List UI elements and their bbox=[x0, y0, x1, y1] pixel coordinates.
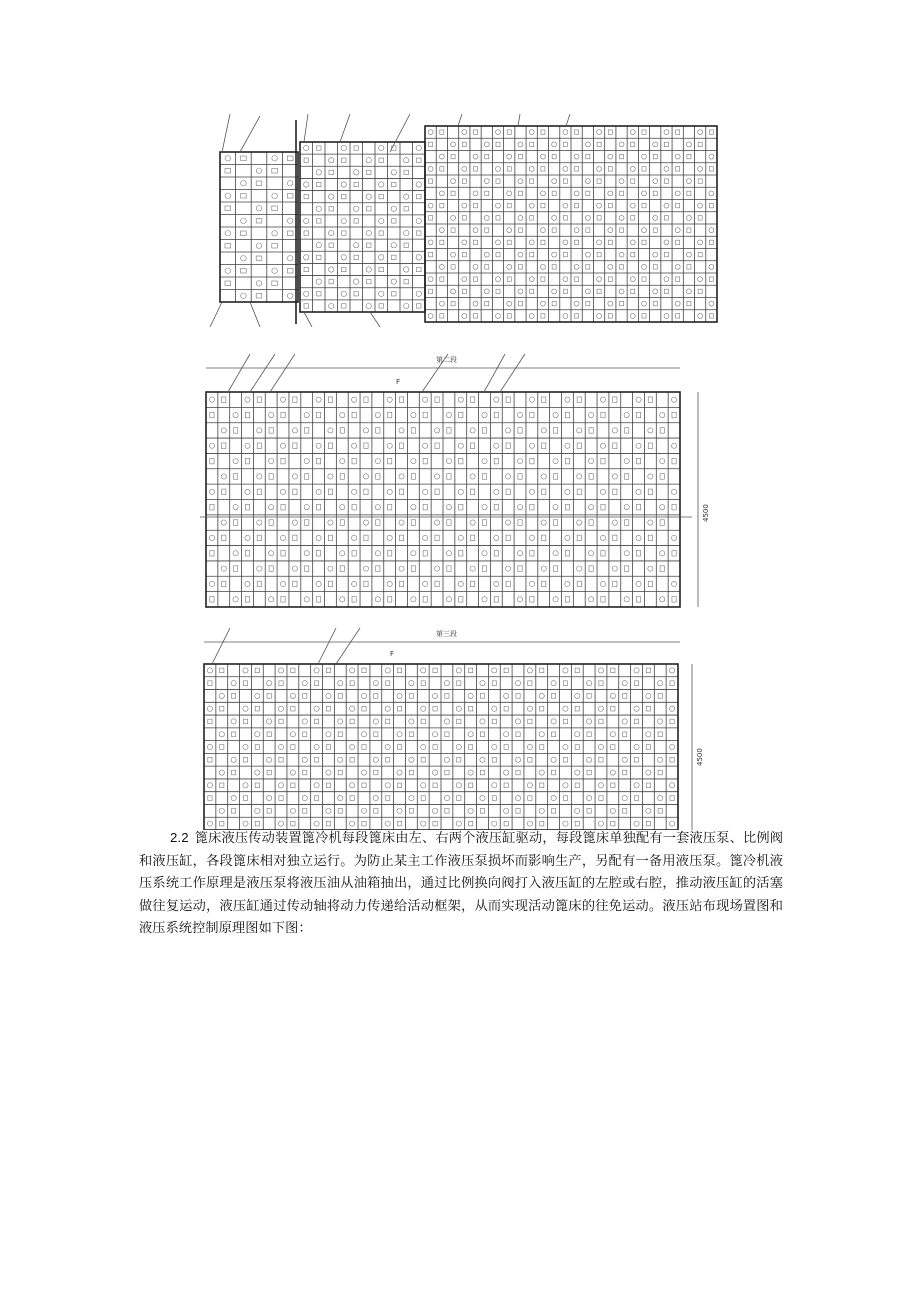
grate-section-left bbox=[220, 152, 298, 302]
leader-line bbox=[240, 116, 260, 152]
leader-line bbox=[228, 354, 250, 392]
dimension-label-top: 第二段 bbox=[436, 356, 457, 364]
dimension-label-side: 4500 bbox=[696, 748, 704, 766]
leader-line bbox=[210, 302, 222, 327]
dimension-label-side: 4500 bbox=[702, 504, 710, 522]
leader-line bbox=[270, 354, 295, 392]
leader-line bbox=[250, 302, 260, 327]
section-paragraph bbox=[139, 827, 783, 941]
section-mark-label: F bbox=[396, 378, 401, 386]
leader-line bbox=[336, 628, 360, 664]
section-body bbox=[139, 827, 783, 941]
leader-line bbox=[318, 628, 336, 664]
leader-line bbox=[304, 114, 308, 142]
grate-section-middle bbox=[300, 142, 425, 312]
section-number: 2.2 bbox=[170, 830, 189, 845]
grate-section-right bbox=[425, 126, 717, 322]
section-text: 篦床液压传动装置篦冷机每段篦床由左、右两个液压缸驱动，每段篦床单独配有一套液压泵、比例阀和液压缸，各段篦床相对独立运行。为防止某主工作液压泵损坏而影响生产，另配有一备用液压泵。篦冷机液压系统工作原理是液压泵将液压油从油箱抽出，通过比例换向阀打入液压缸的左腔或右腔，推动液压缸的活塞做往复运动，液压缸通过传动轴将动力传递给活动框架，从而实现活动篦床的往免运动。液压站布现场置图和液压系统控制原理图如下图： bbox=[139, 831, 783, 936]
leader-line bbox=[370, 312, 380, 327]
grate-section-third bbox=[204, 664, 678, 830]
grate-section-second bbox=[206, 392, 680, 607]
grate-plan-drawing-3 bbox=[200, 626, 720, 830]
grate-plan-drawing-2 bbox=[200, 352, 720, 610]
leader-line bbox=[222, 114, 230, 152]
leader-line bbox=[484, 354, 505, 392]
leader-line bbox=[340, 114, 350, 142]
grate-plan-drawing-1 bbox=[200, 112, 720, 327]
leader-line bbox=[250, 354, 275, 392]
leader-line bbox=[500, 354, 525, 392]
section-mark-label: F bbox=[390, 650, 395, 658]
leader-line bbox=[304, 312, 312, 327]
leader-line bbox=[566, 114, 570, 126]
dimension-label-top: 第三段 bbox=[436, 630, 457, 638]
leader-line bbox=[422, 354, 448, 392]
leader-line bbox=[458, 114, 462, 126]
leader-line bbox=[212, 628, 230, 664]
leader-line bbox=[518, 114, 520, 126]
